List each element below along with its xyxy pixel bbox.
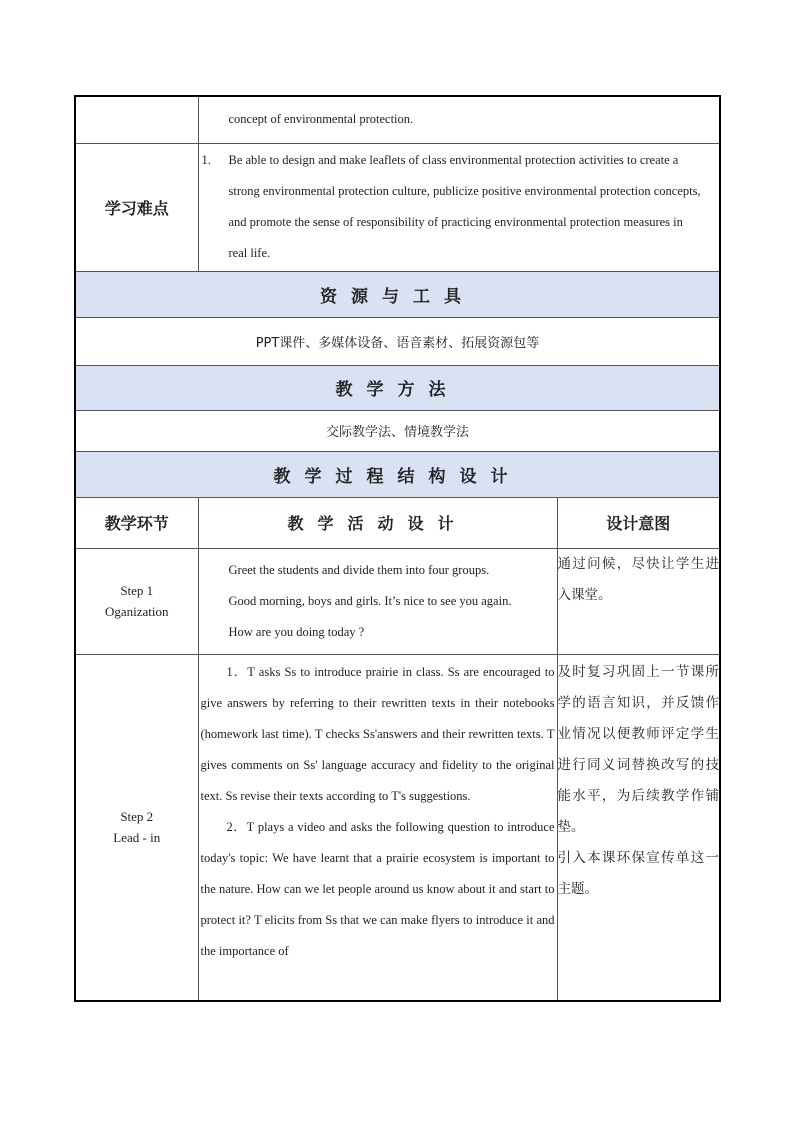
col-activity-header: 教学活动设计	[198, 497, 557, 548]
methods-header: 教学方法	[75, 365, 720, 410]
continuation-text: concept of environmental protection.	[198, 96, 720, 143]
col-stage-header: 教学环节	[75, 497, 198, 548]
step-2-intent-1: 及时复习巩固上一节课所学的语言知识，并反馈作业情况以便教师评定学生进行同义词替换改写的技能水平，为后续教学作铺垫。	[557, 663, 719, 835]
step-2-row	[75, 654, 720, 1001]
step-2-paragraph: 2．T plays a video and asks the following question to introduce today's topic: We have learnt that a prairie ecosystem is important to the nature. How can we let people around us know about it and start to protect it? T elicits from Ss that we can make flyers to introduce it and the importance of	[200, 819, 555, 958]
step-2-number: Step 2	[120, 809, 154, 825]
step-1-line: How are you doing today ?	[228, 624, 365, 639]
difficulty-row	[75, 143, 720, 271]
process-header: 教学过程结构设计	[75, 451, 720, 497]
step-1-activity	[198, 548, 557, 654]
step-1-line: Greet the students and divide them into four groups.	[228, 562, 490, 577]
step-2-label	[75, 654, 198, 1001]
difficulty-label: 学习难点	[75, 143, 198, 271]
difficulty-text: Be able to design and make leaflets of class environmental protection activities to create a strong environmental protection culture, publicize positive environmental protection concepts, and promote the sense of responsibility of practicing environmental protection measures in real life.	[228, 153, 701, 260]
resources-row	[75, 317, 720, 365]
continuation-label-cell	[75, 96, 198, 143]
continuation-row	[75, 96, 720, 143]
step-1-name: Oganization	[104, 604, 169, 619]
difficulty-number: 1.	[201, 153, 211, 167]
difficulty-content	[198, 143, 720, 271]
resources-content: PPT课件、多媒体设备、语音素材、拓展资源包等	[75, 317, 720, 365]
step-1-number: Step 1	[120, 583, 154, 598]
step-2-paragraph: 1．T asks Ss to introduce prairie in class. Ss are encouraged to give answers by referring to their rewritten texts in their notebooks (homework last time). T checks Ss'answers and their rewritten texts. T gives comments on Ss' language accuracy and fidelity to the original text. Ss revise their texts according to T's suggestions.	[200, 664, 555, 803]
resources-header: 资源与工具	[75, 271, 720, 317]
step-2-activity	[198, 654, 557, 1001]
methods-header-row	[75, 365, 720, 410]
step-1-label	[75, 548, 198, 654]
process-header-row	[75, 451, 720, 497]
col-intent-header: 设计意图	[557, 497, 720, 548]
step-1-row	[75, 548, 720, 654]
step-1-intent: 通过问候，尽快让学生进入课堂。	[557, 548, 720, 654]
resources-header-row	[75, 271, 720, 317]
methods-content: 交际教学法、情境教学法	[75, 410, 720, 451]
step-2-intent	[557, 654, 720, 1001]
step-1-line: Good morning, boys and girls. It’s nice to see you again.	[228, 593, 512, 608]
step-2-intent-2: 引入本课环保宣传单这一主题。	[557, 849, 719, 897]
column-header-row	[75, 497, 720, 548]
methods-row	[75, 410, 720, 451]
step-2-name: Lead - in	[113, 830, 161, 846]
lesson-plan-table	[74, 95, 721, 1002]
